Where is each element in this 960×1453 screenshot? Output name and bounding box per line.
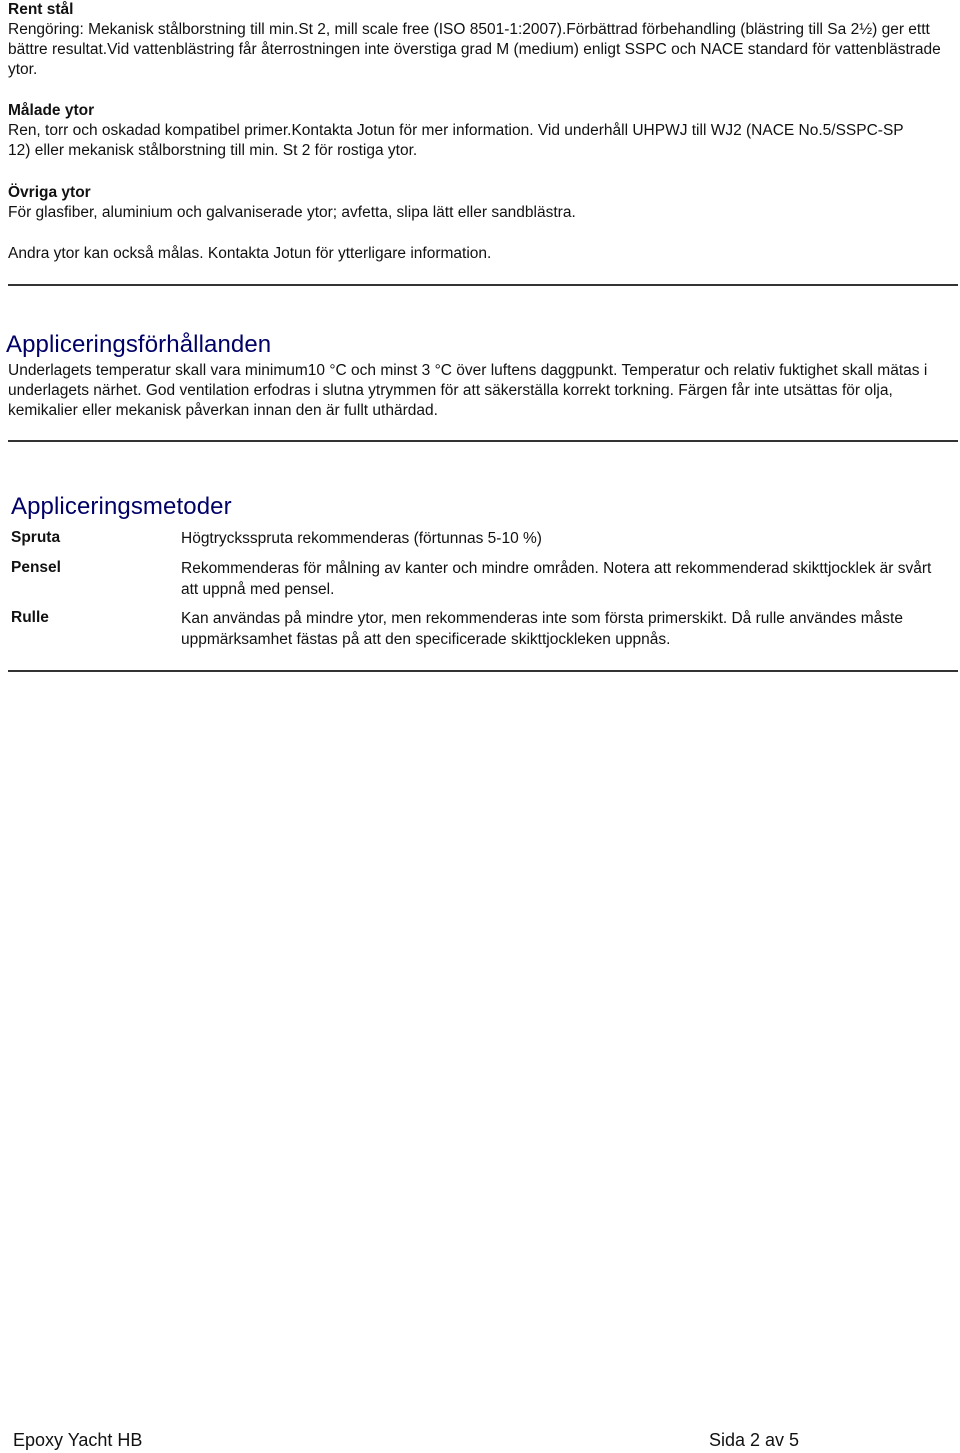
method-text-pensel: Rekommenderas för målning av kanter och mindre områden. Notera att rekommenderad skikttjocklek är svårt att uppnå med pensel. bbox=[181, 560, 932, 598]
ovriga-ytor-text: För glasfiber, aluminium och galvaniserade ytor; avfetta, slipa lätt eller sandblästra. bbox=[8, 204, 576, 221]
footer-page-number: Sida 2 av 5 bbox=[709, 1430, 800, 1450]
ovriga-ytor-title: Övriga ytor bbox=[8, 184, 91, 201]
method-label-spruta: Spruta bbox=[11, 529, 61, 546]
malade-ytor-title: Målade ytor bbox=[8, 102, 95, 119]
section-divider bbox=[8, 440, 958, 442]
malade-ytor-text: Ren, torr och oskadad kompatibel primer.Kontakta Jotun för mer information. Vid underhåll UHPWJ till WJ2 (NACE No.5/SSPC-SP 12) eller mekanisk stålborstning till min. St 2 för rostiga ytor. bbox=[8, 122, 904, 159]
method-text-spruta: Högtrycksspruta rekommenderas (förtunnas 5-10 %) bbox=[181, 530, 542, 547]
method-text-rulle: Kan användas på mindre ytor, men rekommenderas inte som första primerskikt. Då rulle användes måste uppmärksamhet fästas på att den specificerade skikttjockleken uppnås. bbox=[181, 610, 903, 648]
conditions-heading: Appliceringsförhållanden bbox=[6, 331, 272, 358]
ovriga-ytor-extra: Andra ytor kan också målas. Kontakta Jotun för ytterligare information. bbox=[8, 245, 492, 262]
method-label-pensel: Pensel bbox=[11, 559, 61, 576]
section-divider bbox=[8, 284, 958, 286]
methods-heading: Appliceringsmetoder bbox=[11, 493, 232, 520]
conditions-text: Underlagets temperatur skall vara minimum10 °C och minst 3 °C över luftens daggpunkt. Temperatur och relativ fuktighet skall mätas i underlagets närhet. God ventilation erfodras i slutna ytrymmen för att säkerställa korrekt torkning. Färgen får inte utsättas för olja, kemikalier eller mekanisk påverkan innan den är fullt uthärdad. bbox=[8, 362, 928, 419]
rent-stal-title: Rent stål bbox=[8, 1, 74, 18]
section-divider bbox=[8, 670, 958, 672]
method-label-rulle: Rulle bbox=[11, 609, 49, 626]
rent-stal-text: Rengöring: Mekanisk stålborstning till min.St 2, mill scale free (ISO 8501-1:2007).Förbättrad förbehandling (blästring till Sa 2½) ger ettt bättre resultat.Vid vattenblästring får återrostningen inte överstiga grad M (medium) enligt SSPC och NACE standard för vattenblästrade ytor. bbox=[8, 21, 941, 78]
footer-product-name: Epoxy Yacht HB bbox=[13, 1430, 143, 1450]
